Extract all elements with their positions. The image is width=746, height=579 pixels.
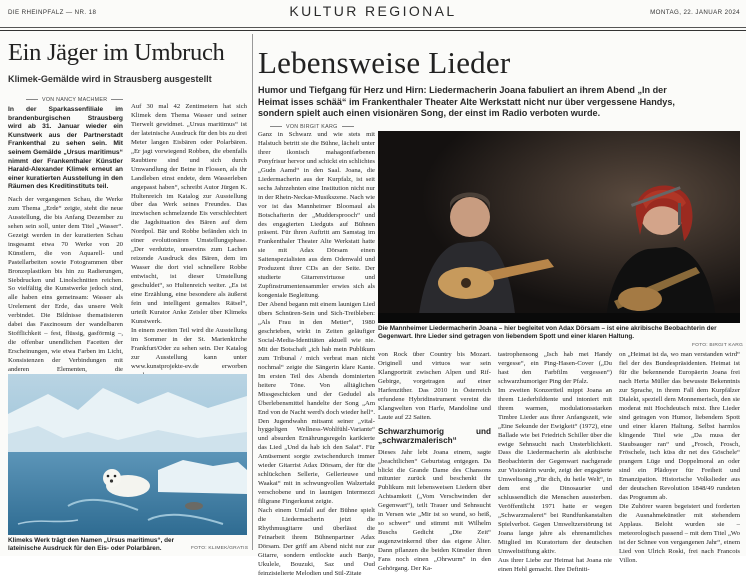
article2-paragraph: on „Heimat ist da, wo man verstanden wird“ fiel der des Bundespräsidenten. Heimat ist für die bekennende Europäerin Joana frei nach Herta Müller das bewusste Bekenntnis zur Sprache, in ihrem Fall dem Kurpfälzer Dialekt, speziell dem Monnemerisch, den sie moderat mit Hochdeutsch mixt. Ihre Lieder sind getragen von Humor, liebendem Spott und einer klaren Haltung. Selbst harmlos klingende Titel wie „Da muss der Staubsauger ran“ und „Frosch, Frosch, Fröschele, isch küss dir net des Göschele“ prangern Lüge und Doppelmoral an oder sind ein Plädoyer für Freiheit und Emanzipation. Historische Volkslieder aus der deutschen Revolution 1848/49 rundeten das Programm ab.: [619, 351, 740, 502]
article2-subheadline: Humor und Tiefgang für Herz und Hirn: Liedermacherin Joana fabuliert an ihrem Abend „In der Heimat isses schää“ im Frankenthaler Theater Alte Werkstatt nicht nur über vergessene Handys, sondern spielt auch einen visionären Song, der einst im Radio verboten wurde.: [258, 85, 675, 119]
article1-subheadline: Klimek-Gemälde wird in Strausberg ausgestellt: [8, 74, 212, 84]
article2-byline: VON BIRGIT KARG: [266, 124, 358, 130]
paper-issue: DIE RHEINPFALZ — NR. 18: [8, 9, 97, 16]
article2-paragraph: Im zweiten Konzertteil mippt Joana an ihrem Liederbildtente und intoniert mit ihrem warmen, modulationsstarken Timbre Lieder aus ihrer Anfangszeit, wie „Eine Sekunde der Ewigkeit“ (1972), eine Ballade wie bei Friedrich Schiller über die ewige Sehnsucht nach Unsterblichkeit. Dass die Liedermacherin als akribische Beobachterin der Gegenwart nachgerade zur Visionärin wurde, zeigt der engagierte Umweltsong „Für dich, du heile Welt“, in dem erst die Dinosaurier und schlussendlich die Menschen aussterben. Veröffentlicht 1971 hatte er wegen „Schwarzmalerei“ bei Rundfunkanstalten Spielverbot. Gegen Umweltzerstörung ist Joana lange jahre als ehrenamtliches Mitglied im Kuratorium der deutschen Umweltstiftung aktiv.: [498, 386, 612, 555]
article2-photo-credit: FOTO: BIRGIT KARG: [692, 343, 744, 348]
article2-column-1: [258, 131, 375, 577]
polar-bear-painting: [8, 374, 247, 535]
article2-crosshead: Schwarzhumorig und „schwarzmalerisch“: [378, 426, 491, 446]
article1-column-2: [131, 103, 247, 370]
article2-paragraph: Aus ihrer Liebe zur Heimat hat Joana nie einen Hehl gemacht. Ihre Definiti-: [498, 556, 612, 573]
article1-paragraph: In einem zweiten Teil wird die Ausstellung im Sommer in der St. Marienkirche Frankfurt/Oder zu sehen sein. Der Katalog zur Ausstellung kann unter www.kunstprojekte-ev.de erworben: [131, 326, 247, 370]
article1-paragraph: Nach der vergangenen Schau, die Werke zum Thema „Erde“ zeigte, steht die neue Ausstellung, die bis Anfang Dezember zu sehen sein soll, unter dem Titel „Wasser“. Gezeigt werden in der kuratierten Schau insgesamt etwa 70 Werke von 20 Künstlern, die von Aquarell- und Pastellarbeiten sowie Fotogrammen über Bronzeplastiken bis hin zu Radierungen, Siebdrucken und Linolschnitten reichen. So vielfältig die Kunstwerke jedoch sind, alle haben eins gemeinsam: Wasser als Urelement der Erde, das unsere Welt verbindet. Die Bildnisse thematisieren dabei das Faszinosum der wandelbaren Stofflichkeit – fest, flüssig, gasförmig –, die offenbar unendlichen Facetten der Erscheinungen, wie etwa Farben im Licht, Konsistenzen der Verbindungen mit anderen Elementen, die: [8, 195, 123, 374]
concert-photo: [378, 131, 740, 323]
article2-paragraph: tastrophensong „Isch hab mei Handy vergesse“, ein Ping-Hasen-Cover („Du hast den Farbfilm vergessen“) schwarzhumoriger Ping der Pfalz.: [498, 351, 612, 385]
section-title: KULTUR REGIONAL: [289, 3, 457, 19]
article2-column-4: [619, 351, 740, 564]
issue-date: MONTAG, 22. JANUAR 2024: [650, 9, 740, 16]
article2-column-2: [378, 351, 491, 573]
article2-paragraph: Nach einem Umfall auf der Bühne spielt die Liedermacherin jetzt die Rhythmusgitarre und überlässt die Feinarbeit ihrem Bühnenpartner Adax Dörsam. Der griff am Abend nicht nur zur Gitarre, sondern entlockte auch Banjo, Ukulele, Bouzuki, Saz und Oud feinzisielierte Melodien und Stil-Zitate: [258, 507, 375, 577]
article1-photo-credit: FOTO: KLIMEK/GRATIS: [191, 546, 249, 551]
article1-byline: VON NANCY MACHMER: [22, 97, 127, 103]
article2-paragraph: Die Zuhörer waren begeistert und forderten die Ausnahmekünstler mit stehendem Applaus. Beloht wurden sie – meteorologisch passend – mit dem Titel „Wo ist der Schnee von vergangenen Jahr“, einem Lied von Ulrich Roski, frei nach Francois Villon.: [619, 503, 740, 564]
article2-paragraph: von Rock über Country bis Mozart. Originell und virtuos war sein Klangporträt zwischen Alpen und Rif-Gebirge, vorgetragen auf einer Harfenzither. Das 2010 in Österreich erfundene Hybridinstrument vereint die Klangwelten von Harfe, Mandoline und Laute auf 22 Saiten.: [378, 351, 491, 421]
page-header: [0, 0, 746, 28]
article2-column-3: [498, 351, 612, 573]
article1-column-1: [8, 106, 123, 374]
article1-caption: Klimeks Werk trägt den Namen „Ursus maritimus“, der lateinische Ausdruck für den Eis- oder Polarbären.: [8, 537, 175, 553]
article2-headline: Lebensweise Lieder: [258, 45, 511, 80]
article1-headline: Ein Jäger im Umbruch: [8, 39, 225, 66]
article2-paragraph: Ganz in Schwarz und wie stets mit Halstuch betritt sie die Bühne, lächelt unter ihrer ikonisch mahagonifarbenen Ponyfrisur hervor und schickt ein schlichtes „Gudn Aamd“ in den Saal. Joana, die Liedermacherin aus der Kurpfalz, ist seit sechs Jahrzehnten eine Institution nicht nur in der Rhein-Neckar-Musikszene. Nach wie vor ist das Mannheimer Bloomaul als Botschafterin der „Muddersprooch“ und des engagierten Liedguts auf Bühnen präsent. Für ihren Auftritt am Samstag im Frankenthaler Theater Alte Werkstatt hatte sie mit Adax Dörsam einen Saitenspezialisten aus dem Odenwald und Produzent ihrer CDs an der Seite. Der studierte Gitarrenvirtuose und Zupfinstrumentensammler erwies sich als kongeniale Begleitung.: [258, 131, 375, 300]
article1-paragraph: Auf 30 mal 42 Zentimetern hat sich Klimek dem Thema Wasser und seiner Tierwelt gewidmet. „Ursus maritimus“ ist der lateinische Ausdruck für den bis zu drei Meter langen Eisbären oder Polarbären. „Er jagt vorwiegend Robben, die ebenfalls Raubtiere sind und sich durch Umwandlung der Beine in Flossen, als ihr Landleben einst endete, dem Wasserleben angepasst haben“, schreibt Autor Jürgen K. Hultenreich im Katalog zur Ausstellung über das Werk seines Freundes. Das inzwischen schmelzende Eis verschlechtert die Jagdsituation des Bären auf dem Nordpol. Bär und Robbe befänden sich in einer evolutionären Umstellungsphase. „Der verdutzte, unsereins zum Lachen reizende Ausdruck des Bären, dem im Wasser die dort viel schnellere Robbe entwischt, ist dieser Umstellung geschuldet“, so Hultenreich weiter. „Es ist eine Erzählung, eine besondere als äußerst fein und intelligent gemaltes Rätsel“, urteilt Kurator Anke Zeisler über Klimeks Kunstwerk.: [131, 103, 247, 325]
article2-caption: Die Mannheimer Liedermacherin Joana – hier begleitet von Adax Dörsam – ist eine akribische Beobachterin der Gegenwart. Ihre Lieder sind getragen von liebendem Spott und einer klaren Haltung.: [378, 325, 717, 341]
article2-paragraph: Der Abend begann mit einem launigen Lied übers Schnüren-Sein und Sich-Treibleben: „Als Frau in den Metier“, 1980 geschrieben, wirkt in Zeiten geläufiger Social-Media-Identitäten aktuell wie nie. Mit der Botschaft „ich hab mein Publikum zum Tribunal / mich verbrat man nicht nochmal“ zeigte die Sängerin klare Kante. Im ersten Teil des Abends dominierten heitere Töne. Von alltäglichen Missgeschicken und der Gedudel als Überlebensmittel handelte der Song „Am End von de Nacht werd's doch wieder hell“. Den Jugendwahn mitsamt seiner „vital-hyggeligen Wellness-Wohlfühl-Variante“ und absurden Ernährungsregeln karikierte das Lied „Und da hab ich den Salat“. Für Amüsement sorgte zwischendurch immer wieder Gitarrist Adax Dörsam, der für die schlückchen Sellerie, Gellerieuwe und Waakai“ mit in schwungvollen Walzertakt verschobene und in launigen Intermezzi filigrane Fingerkunst zeigte.: [258, 301, 375, 506]
article2-paragraph: Dieses Jahr lebt Joana einem, sagte „beachtlichen“ Geburtstag entgegen. Da blickt die Grande Dame des Chansons mitunter zurück und beschenkt ihr Publikum mit lebensweisen Liedern über Achtsamkeit („Vom Verschwinden der Gegenwart“), teilt Trauer und Sehnsucht in Versen wie „Mir ist so wund, so heiß, so schwer“ und stimmt mit Wilhelm Buschs Gedicht „Die Zeit“ augenzwinkernd über das eigene Älter. Dann pflanzen die beiden Künstler ihren Fans noch einen „Ohrwurm“ in den Gehörgang. Der Ka-: [378, 448, 491, 573]
article1-lead: In der Sparkassenfiliale im brandenburgischen Strausberg wird ab 31. Januar wieder ein Kunstwerk aus der Partnerstadt Frankenthal zu sehen sein. Mit seinem Gemälde „Ursus maritimus“ nimmt der Frankenthaler Künstler Harald-Alexander Klimek erneut an einer kuratierten Ausstellung in den Räumen des Kreditinstituts teil.: [8, 106, 123, 191]
